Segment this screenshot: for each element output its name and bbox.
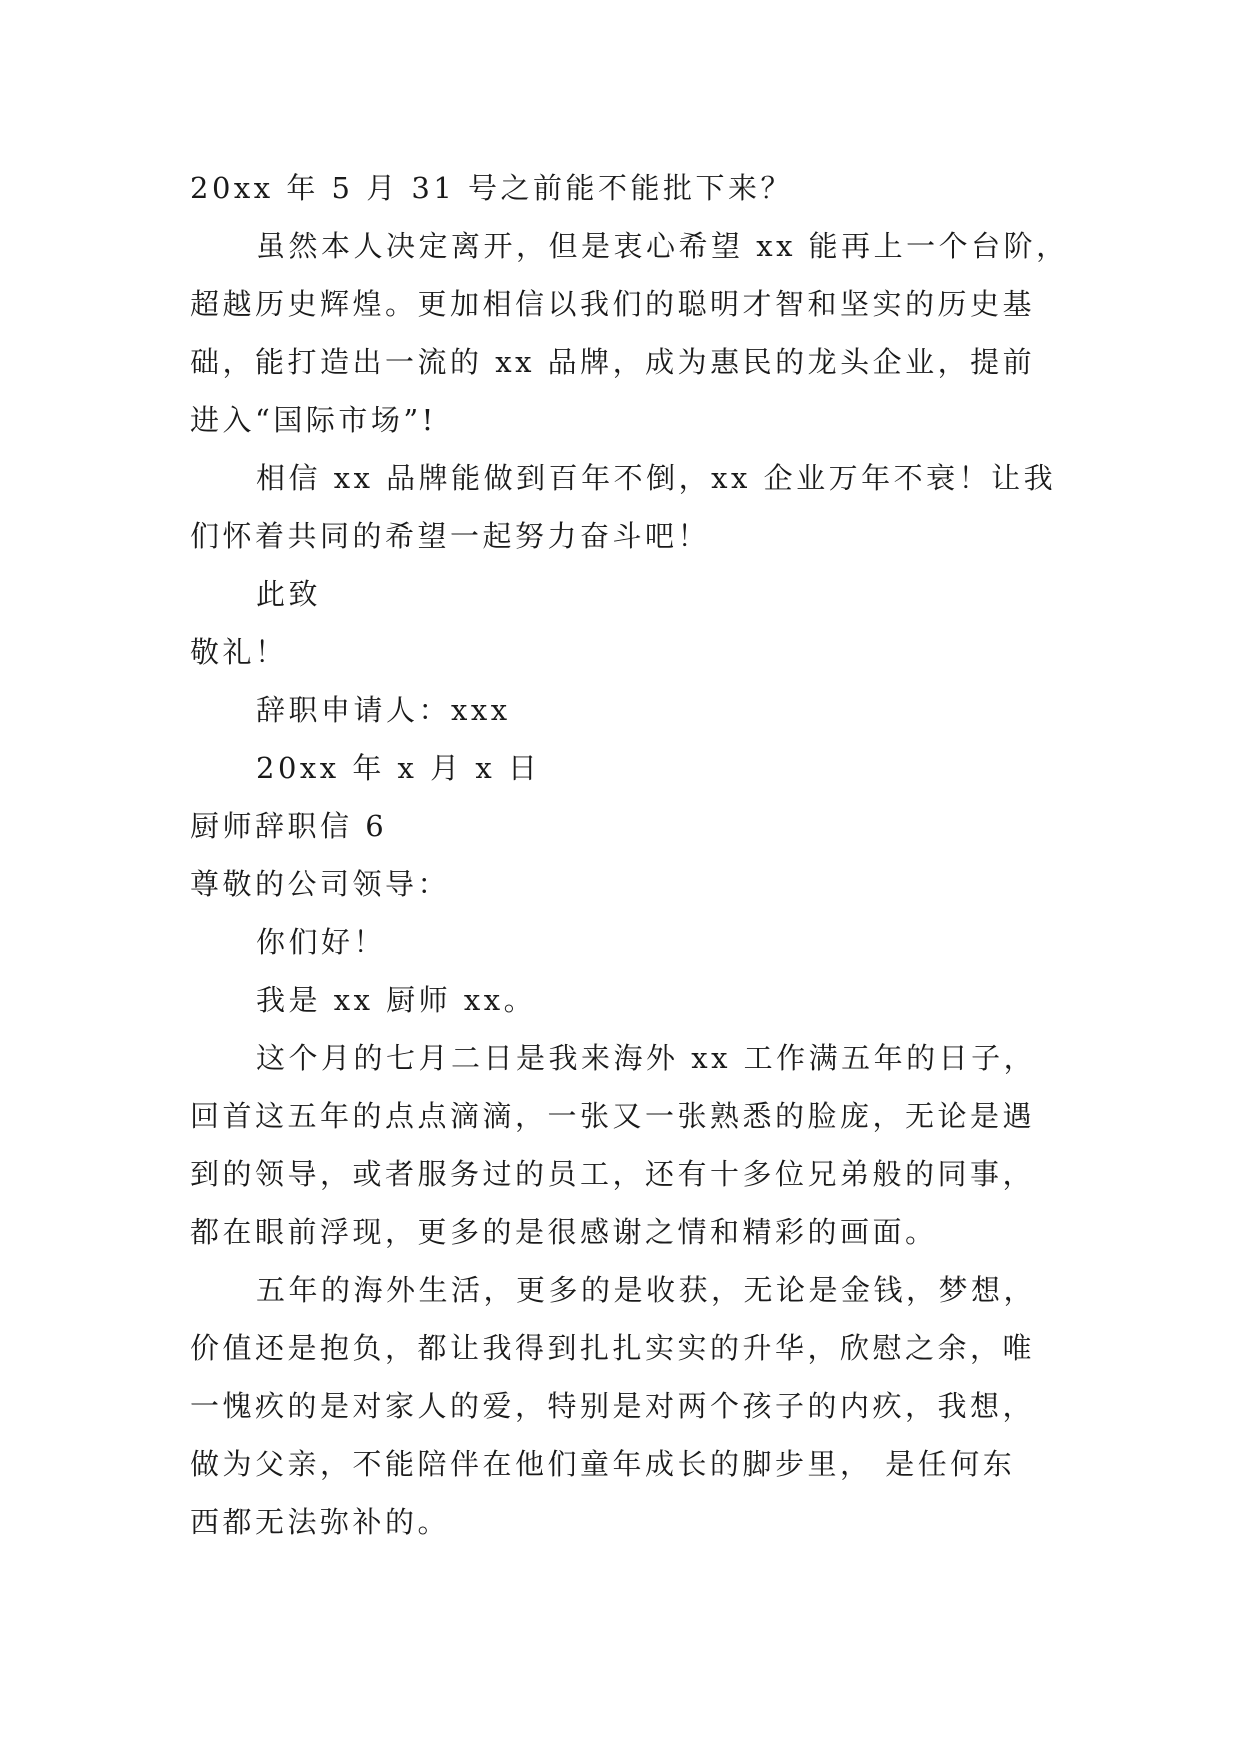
text-line: 到的领导，或者服务过的员工，还有十多位兄弟般的同事， — [190, 1157, 1036, 1191]
closing-salutation: 此致 — [256, 577, 322, 611]
document-body — [190, 159, 1069, 1551]
text-line: 价值还是抱负，都让我得到扎扎实实的升华，欣慰之余，唯 — [190, 1331, 1036, 1365]
text-line: 础，能打造出一流的 xx 品牌，成为惠民的龙头企业，提前 — [190, 345, 1036, 379]
section-heading: 厨师辞职信 6 — [190, 809, 388, 843]
signature-date: 20xx 年 x 月 x 日 — [256, 751, 541, 785]
text-line: 超越历史辉煌。更加相信以我们的聪明才智和坚实的历史基 — [190, 287, 1036, 321]
letter-greeting: 尊敬的公司领导： — [190, 867, 451, 901]
closing-regards: 敬礼！ — [190, 635, 288, 669]
text-line: 我是 xx 厨师 xx。 — [256, 983, 537, 1017]
text-line: 五年的海外生活，更多的是收获，无论是金钱，梦想， — [256, 1273, 1037, 1307]
text-line: 一愧疚的是对家人的爱，特别是对两个孩子的内疚，我想， — [190, 1389, 1036, 1423]
text-line: 20xx 年 5 月 31 号之前能不能批下来？ — [190, 171, 794, 205]
text-line: 相信 xx 品牌能做到百年不倒，xx 企业万年不衰！让我 — [256, 461, 1057, 495]
text-line: 西都无法弥补的。 — [190, 1505, 451, 1539]
text-line: 你们好！ — [256, 925, 387, 959]
text-line: 做为父亲，不能陪伴在他们童年成长的脚步里， 是任何东 — [190, 1447, 1016, 1481]
text-line: 们怀着共同的希望一起努力奋斗吧！ — [190, 519, 711, 553]
text-line: 这个月的七月二日是我来海外 xx 工作满五年的日子， — [256, 1041, 1037, 1075]
text-line: 回首这五年的点点滴滴，一张又一张熟悉的脸庞，无论是遇 — [190, 1099, 1036, 1133]
text-line: 虽然本人决定离开，但是衷心希望 xx 能再上一个台阶， — [256, 229, 1069, 263]
text-line: 进入“国际市场”! — [190, 403, 437, 437]
signature-applicant: 辞职申请人：xxx — [256, 693, 511, 727]
text-line: 都在眼前浮现，更多的是很感谢之情和精彩的画面。 — [190, 1215, 938, 1249]
